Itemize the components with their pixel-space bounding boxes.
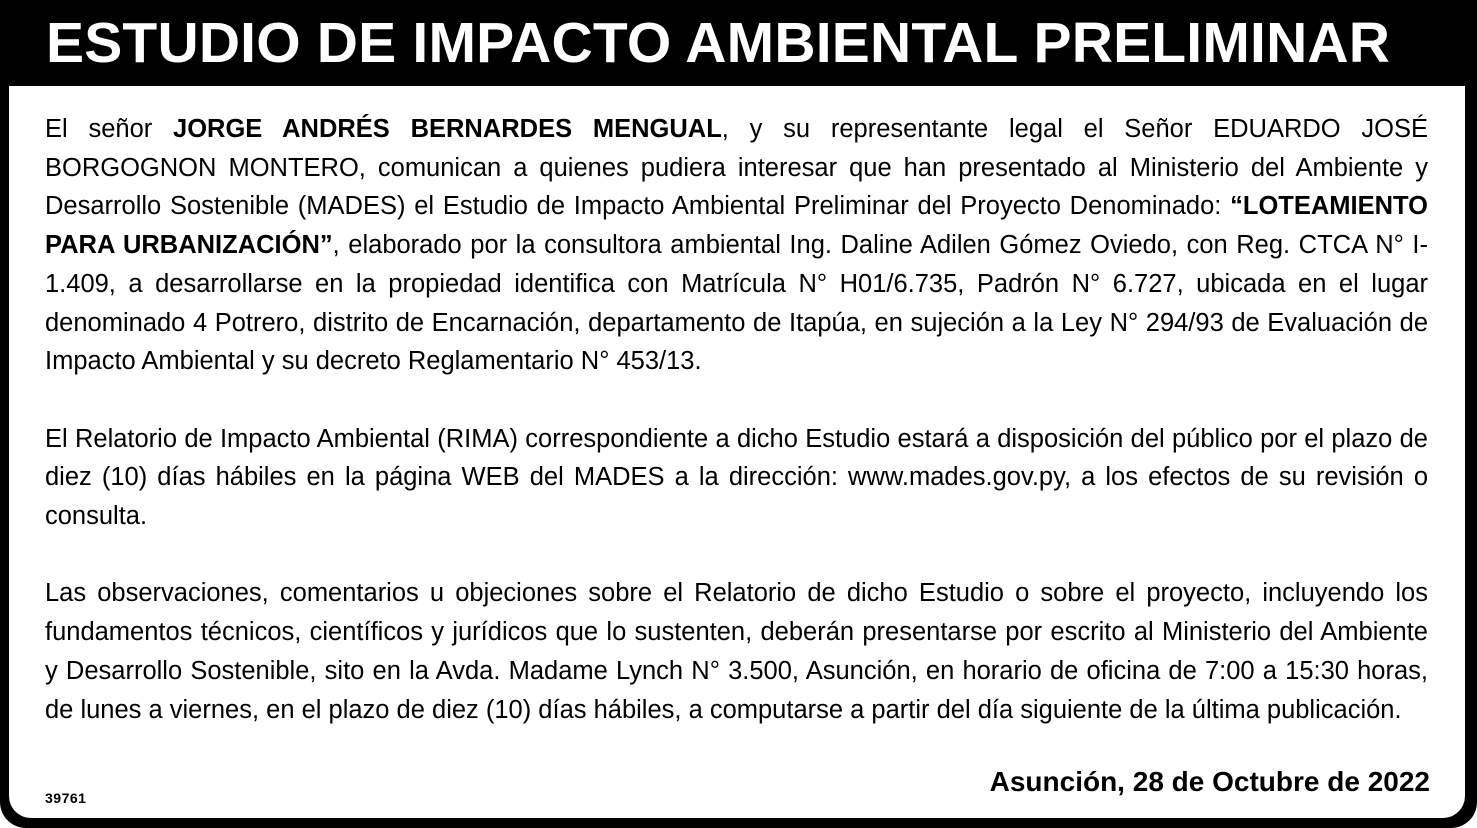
paragraph-text-b: , elaborado por la consultora ambiental Ing. Daline Adilen Gómez Oviedo, con Reg. CTCA N° I-1.409, a desarrollarse en la propiedad identifica con Matrícula N° H01/6.735, Padrón N° 6.727, ubicada en el lugar denominado 4 Potrero, distrito de Encarnación, departamento de Itapúa, en sujeción a la Ley N° 294/93 de Evaluación de Impacto Ambiental y su decreto Reglamentario N° 453/13. — [45, 231, 1428, 376]
ad-code: 39761 — [45, 790, 87, 806]
paragraph-presentation — [45, 110, 1428, 381]
paragraph-observations: Las observaciones, comentarios u objeciones sobre el Relatorio de dicho Estudio o sobre el proyecto, incluyendo los fundamentos técnicos, científicos y jurídicos que lo sustenten, deberán presentarse por escrito al Ministerio del Ambiente y Desarrollo Sostenible, sito en la Avda. Madame Lynch N° 3.500, Asunción, en horario de oficina de 7:00 a 15:30 horas, de lunes a viernes, en el plazo de diez (10) días hábiles, a computarse a partir del día siguiente de la última publicación. — [45, 579, 1428, 724]
notice-header — [0, 0, 1477, 86]
paragraph-intro: El señor — [45, 115, 174, 143]
notice-body-panel — [9, 86, 1465, 818]
paragraph-text-a: , y su representante legal el Señor EDUARDO JOSÉ BORGOGNON MONTERO, comunican a quienes pudiera interesar que han presentado al Ministerio del Ambiente y Desarrollo Sostenible (MADES) el Estudio de Impacto Ambiental Preliminar del Proyecto Denominado: — [45, 115, 1428, 221]
place-date: Asunción, 28 de Octubre de 2022 — [989, 766, 1430, 797]
project-name: “LOTEAMIENTO PARA URBANIZACIÓN” — [45, 192, 1428, 260]
paragraph-rima-availability: El Relatorio de Impacto Ambiental (RIMA) correspondiente a dicho Estudio estará a disposición del público por el plazo de diez (10) días hábiles en la página WEB del MADES a la dirección: www.mades.gov.py, a los efectos de su revisión o consulta. — [45, 424, 1428, 531]
proponent-name: JORGE ANDRÉS BERNARDES MENGUAL — [173, 115, 722, 143]
notice-title: ESTUDIO DE IMPACTO AMBIENTAL PRELIMINAR — [46, 11, 1391, 75]
notice-content — [45, 110, 1428, 729]
